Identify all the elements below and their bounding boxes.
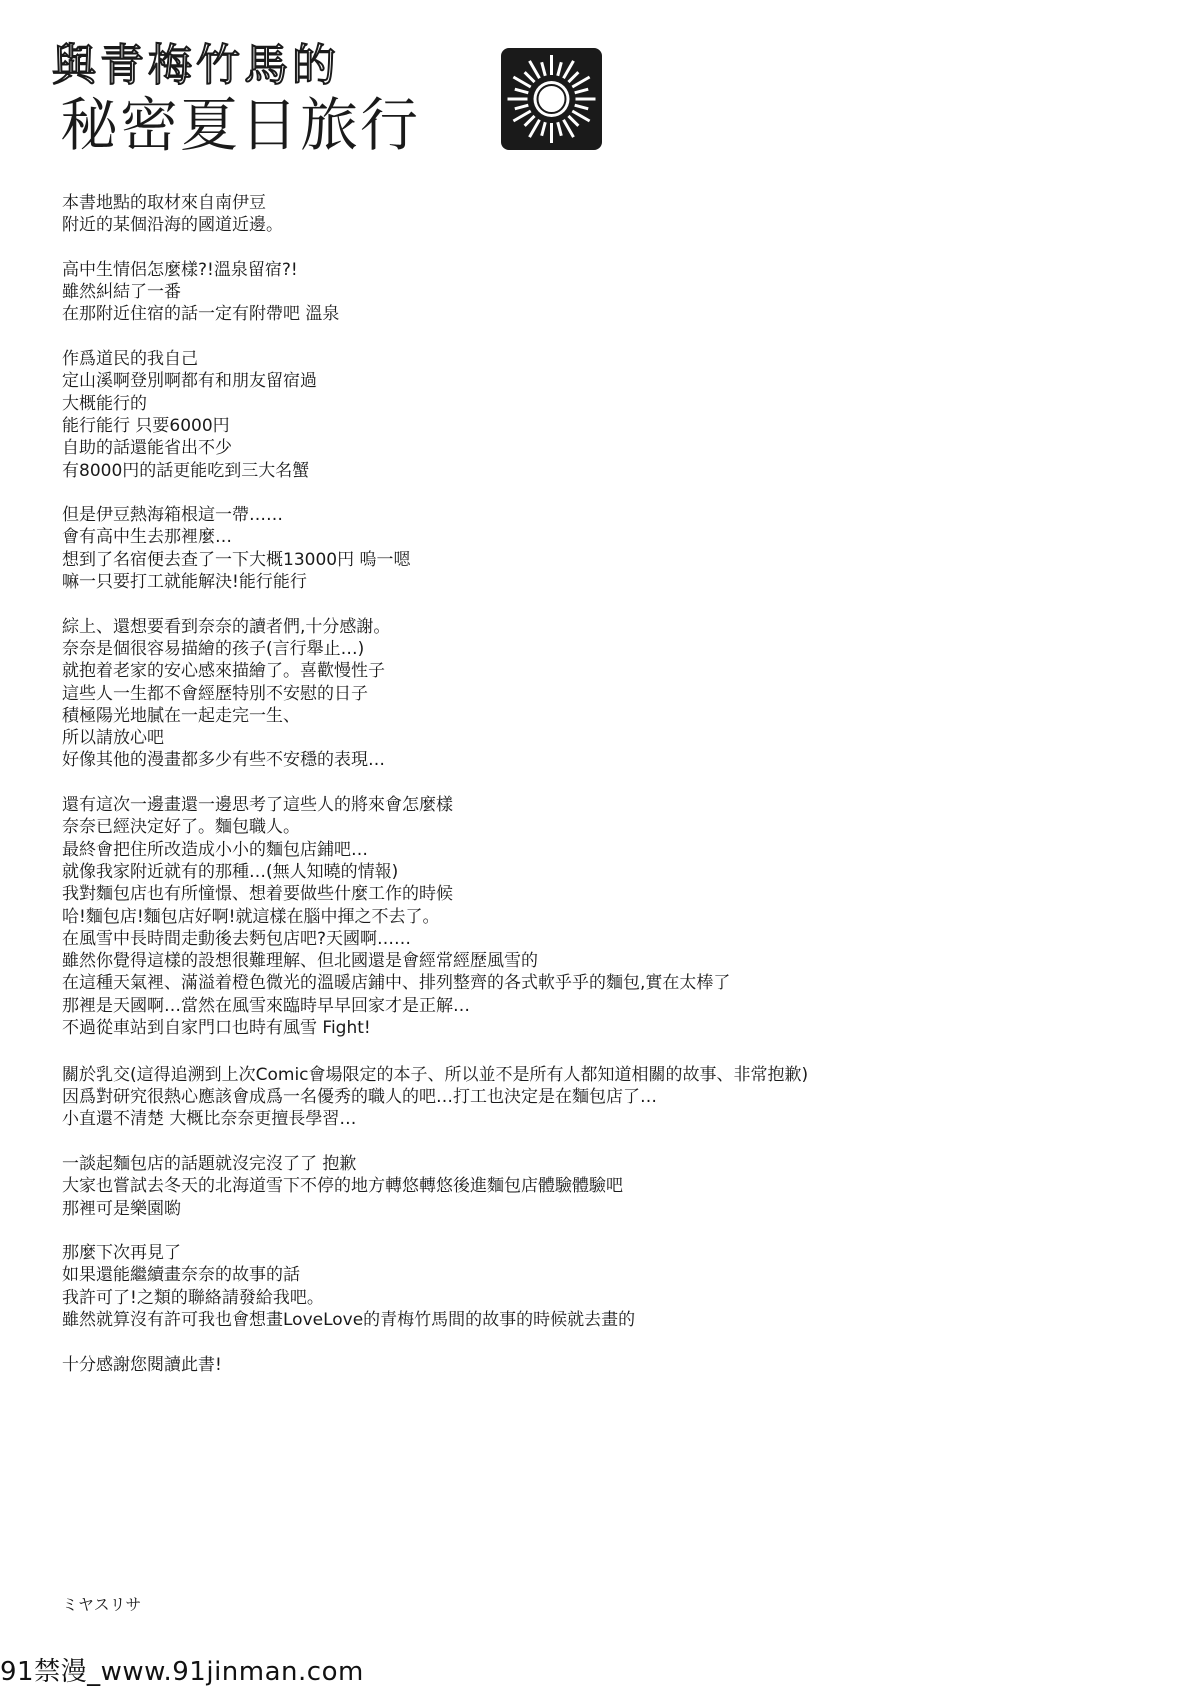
text-line: 如果還能繼續畫奈奈的故事的話 [62,1265,300,1286]
text-line: 在風雪中長時間走動後去麪包店吧?天國啊…… [62,928,412,949]
paragraph [62,1242,1122,1331]
text-line: 雖然糾結了一番 [62,282,181,303]
text-line: 那裡是天國啊…當然在風雪來臨時早早回家才是正解… [62,995,470,1016]
text-line: 雖然就算沒有許可我也會想畫LoveLove的青梅竹馬間的故事的時候就去畫的 [62,1310,636,1331]
paragraph [62,504,1122,593]
text-line: 所以請放心吧 [62,728,164,749]
text-line: 附近的某個沿海的國道近邊。 [62,215,283,236]
author-signature: ミヤスリサ [62,1595,142,1614]
text-line: 就像我家附近就有的那種…(無人知曉的情報) [62,861,399,882]
paragraph [62,616,1122,772]
text-line: 因爲對研究很熱心應該會成爲一名優秀的職人的吧…打工也決定是在麵包店了… [62,1087,657,1108]
title-line-2: 秘密夏日旅行 [60,91,421,159]
text-line: 但是伊豆熱海箱根這一帶…… [62,505,283,526]
text-line: 大概能行的 [62,393,147,414]
paragraph [62,1354,1122,1376]
text-line: 綜上、還想要看到奈奈的讀者們,十分感謝。 [62,616,391,637]
text-line: 我許可了!之類的聯絡請發給我吧。 [62,1287,324,1308]
text-line: 不過從車站到自家門口也時有風雪 Fight! [62,1017,371,1038]
text-line: 還有這次一邊畫還一邊思考了這些人的將來會怎麼樣 [62,795,453,816]
paragraph [62,192,1122,237]
text-line: 積極陽光地膩在一起走完一生、 [62,705,300,726]
text-line: 想到了名宿便去查了一下大概13000円 嗚一嗯 [62,549,411,570]
sun-icon [501,48,602,150]
paragraph [62,259,1122,326]
text-line: 會有高中生去那裡麼… [62,527,232,548]
text-line: 作爲道民的我自己 [62,349,198,370]
text-line: 哈!麵包店!麵包店好啊!就這樣在腦中揮之不去了。 [62,906,440,927]
text-line: 一談起麵包店的話題就沒完沒了了 抱歉 [62,1153,357,1174]
paragraph [62,794,1122,1039]
paragraph [62,1064,1122,1131]
text-line: 奈奈已經決定好了。麵包職人。 [62,817,300,838]
text-line: 那裡可是樂園喲 [62,1198,181,1219]
text-line: 好像其他的漫畫都多少有些不安穩的表現… [62,750,385,771]
text-line: 本書地點的取材來自南伊豆 [62,193,266,213]
text-line: 定山溪啊登別啊都有和朋友留宿過 [62,371,317,392]
text-line: 高中生情侶怎麼樣?!溫泉留宿?! [62,259,298,280]
text-line: 大家也嘗試去冬天的北海道雪下不停的地方轉悠轉悠後進麵包店體驗體驗吧 [62,1176,623,1197]
text-line: 奈奈是個很容易描繪的孩子(言行舉止…) [62,638,365,659]
text-line: 有8000円的話更能吃到三大名蟹 [62,460,310,481]
site-watermark: 91禁漫_www.91jinman.com [0,1657,364,1687]
text-line: 嘛一只要打工就能解決!能行能行 [62,572,307,593]
text-line: 小直還不清楚 大概比奈奈更擅長學習… [62,1109,357,1130]
text-line: 最終會把住所改造成小小的麵包店鋪吧… [62,839,368,860]
text-line: 就抱着老家的安心感來描繪了。喜歡慢性子 [62,661,385,682]
text-line: 能行能行 只要6000円 [62,415,230,436]
text-line: 那麼下次再見了 [62,1243,181,1264]
text-line: 在那附近住宿的話一定有附帶吧 溫泉 [62,304,340,325]
text-line: 十分感謝您閱讀此書! [62,1354,222,1375]
text-line: 在這種天氣裡、滿溢着橙色微光的溫暖店鋪中、排列整齊的各式軟乎乎的麵包,實在太棒了 [62,973,731,994]
text-line: 我對麵包店也有所憧憬、想着要做些什麼工作的時候 [62,884,453,905]
paragraph [62,1153,1122,1220]
text-line: 自助的話還能省出不少 [62,438,232,459]
paragraph [62,348,1122,482]
afterword-body [62,192,1122,1398]
title-line-1: 與青梅竹馬的 [52,40,340,91]
text-line: 關於乳交(這得追溯到上次Comic會場限定的本子、所以並不是所有人都知道相關的故事、非常抱歉) [62,1064,809,1085]
text-line: 這些人一生都不會經歷特別不安慰的日子 [62,683,368,704]
text-line: 雖然你覺得這樣的設想很難理解、但北國還是會經常經歷風雪的 [62,951,538,972]
